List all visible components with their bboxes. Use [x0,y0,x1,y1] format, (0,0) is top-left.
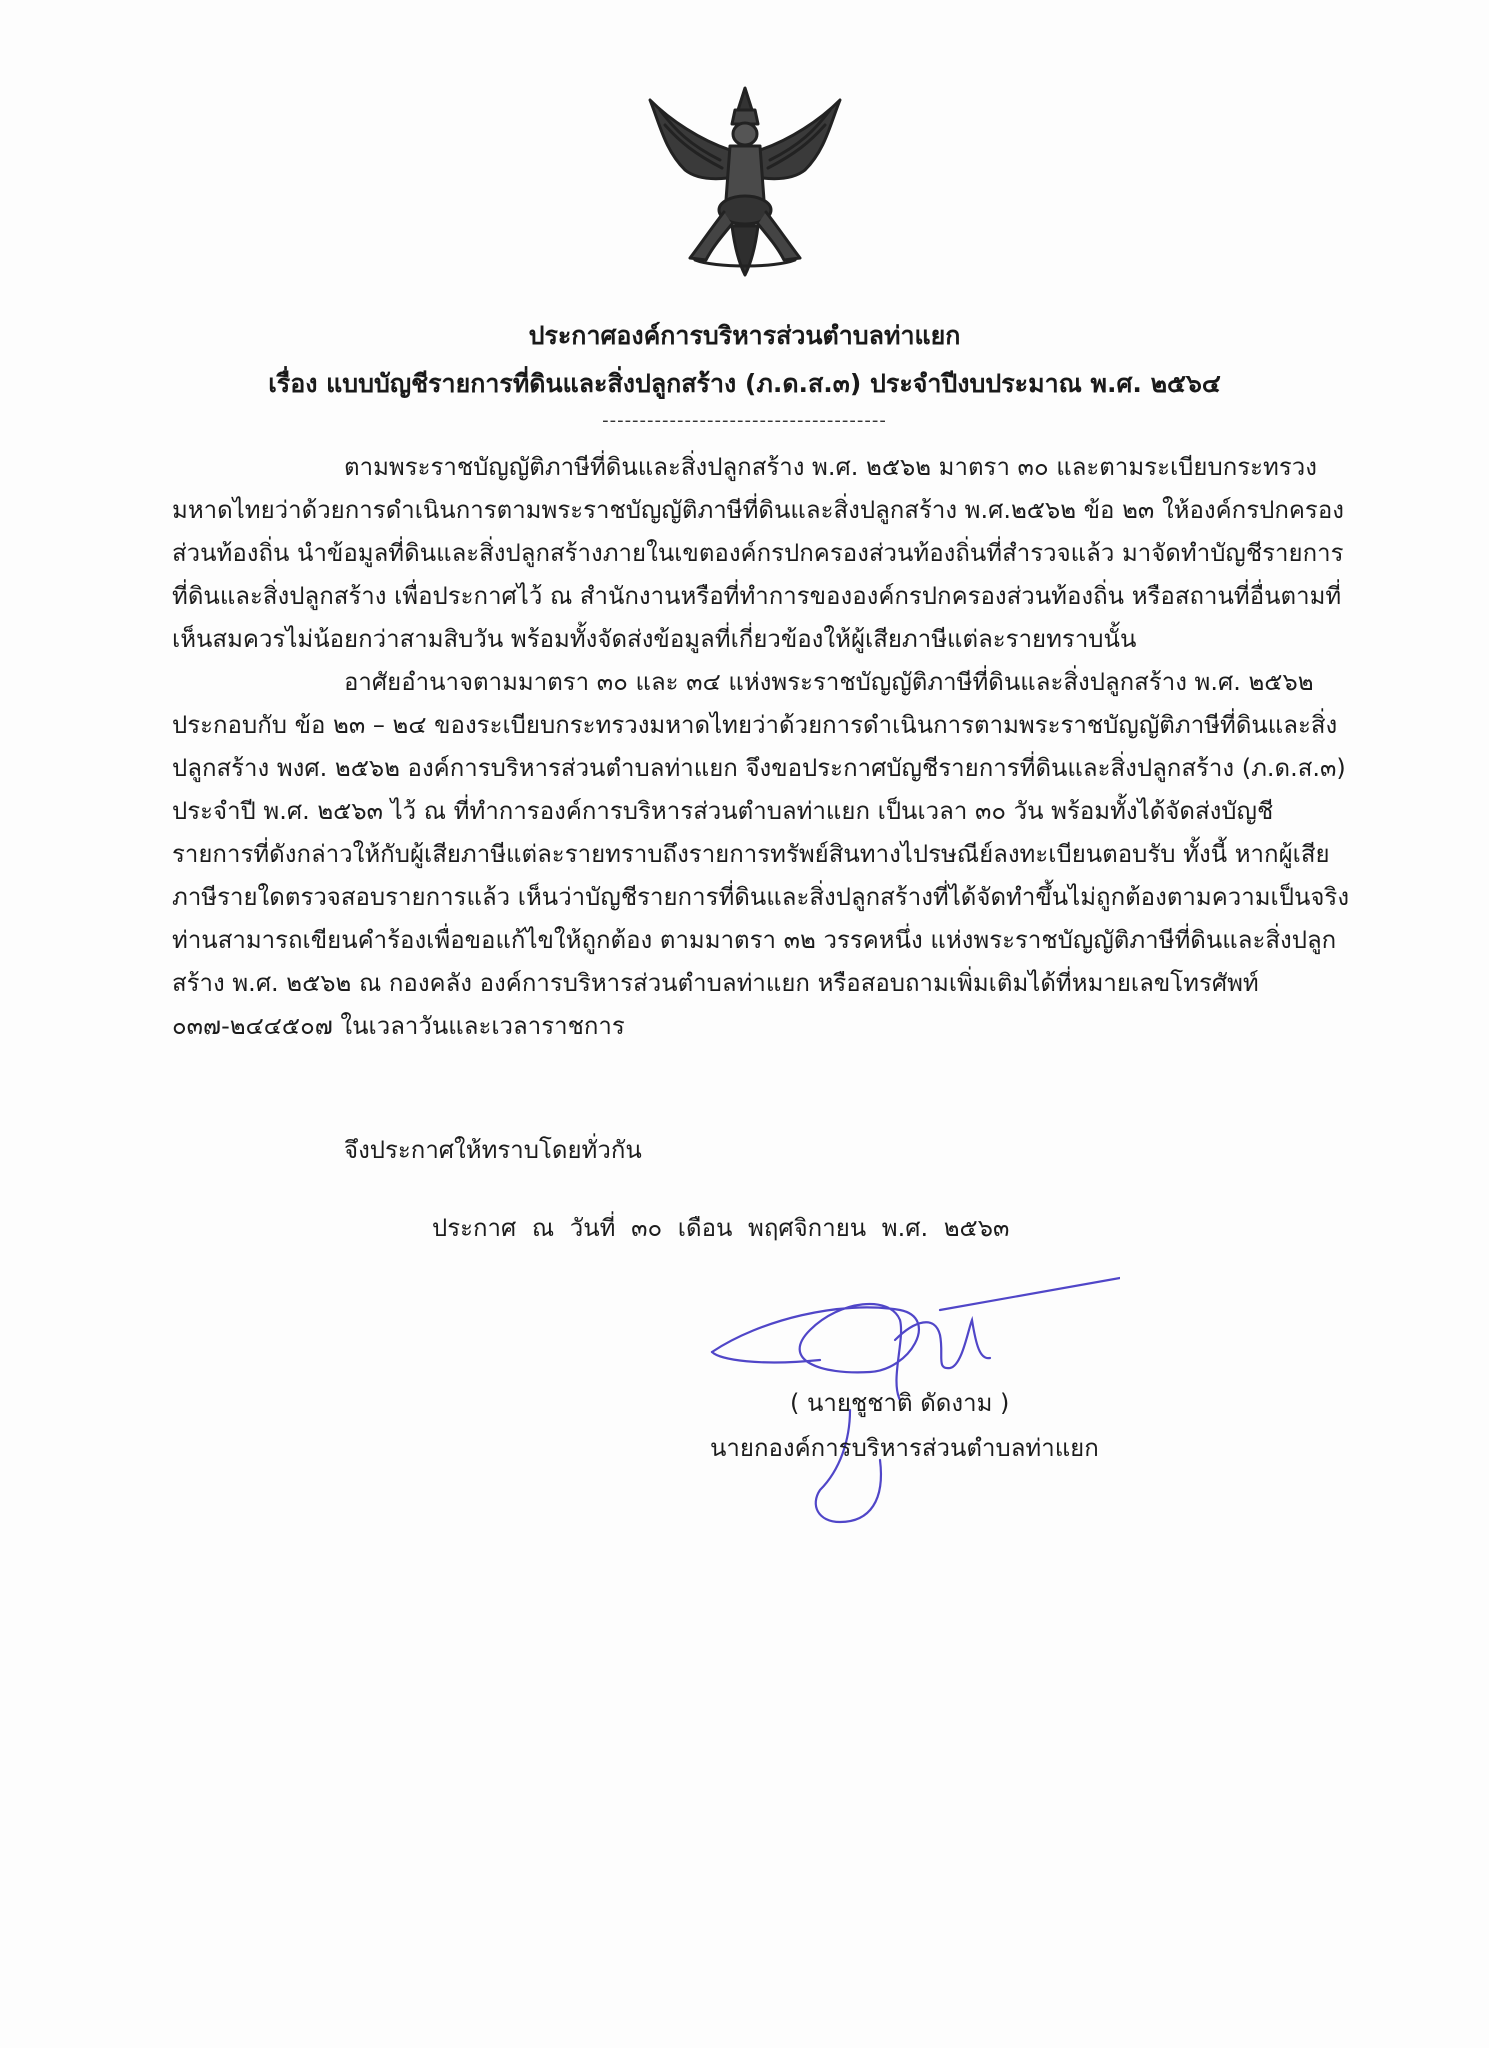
body-paragraph-1: ตามพระราชบัญญัติภาษีที่ดินและสิ่งปลูกสร้าง พ.ศ. ๒๕๖๒ มาตรา ๓๐ และตามระเบียบกระทรวงมหาดไทยว่าด้วยการดำเนินการตามพระราชบัญญัติภาษีที่ดินและสิ่งปลูกสร้าง พ.ศ.๒๕๖๒ ข้อ ๒๓ ให้องค์กรปกครองส่วนท้องถิ่น นำข้อมูลที่ดินและสิ่งปลูกสร้างภายในเขตองค์กรปกครองส่วนท้องถิ่นที่สำรวจแล้ว มาจัดทำบัญชีรายการที่ดินและสิ่งปลูกสร้าง เพื่อประกาศไว้ ณ สำนักงานหรือที่ทำการขององค์กรปกครองส่วนท้องถิ่น หรือสถานที่อื่นตามที่เห็นสมควรไม่น้อยกว่าสามสิบวัน พร้อมทั้งจัดส่งข้อมูลที่เกี่ยวข้องให้ผู้เสียภาษีแต่ละรายทราบนั้น [172,453,1344,653]
closing-statement: จึงประกาศให้ทราบโดยทั่วกัน [344,1136,642,1164]
garuda-emblem-icon [640,80,850,280]
signer-position: นายกองค์การบริหารส่วนตำบลท่าแยก [710,1434,1099,1462]
announcement-date: ประกาศ ณ วันที่ ๓๐ เดือน พฤศจิกายน พ.ศ. ๒๕๖๓ [432,1214,1010,1242]
announcement-body [172,446,1350,1048]
announcement-title: ประกาศองค์การบริหารส่วนตำบลท่าแยก [528,321,961,350]
signer-name: ( นายชูชาติ ดัดงาม ) [790,1389,1010,1417]
announcement-subject: เรื่อง แบบบัญชีรายการที่ดินและสิ่งปลูกสร้าง (ภ.ด.ส.๓) ประจำปีงบประมาณ พ.ศ. ๒๕๖๔ [268,369,1221,398]
title-divider: -------------------------------------- [602,410,887,431]
body-paragraph-2: อาศัยอำนาจตามมาตรา ๓๐ และ ๓๔ แห่งพระราชบัญญัติภาษีที่ดินและสิ่งปลูกสร้าง พ.ศ. ๒๕๖๒ ประกอบกับ ข้อ ๒๓ – ๒๔ ของระเบียบกระทรวงมหาดไทยว่าด้วยการดำเนินการตามพระราชบัญญัติภาษีที่ดินและสิ่งปลูกสร้าง พงศ. ๒๕๖๒ องค์การบริหารส่วนตำบลท่าแยก จึงขอประกาศบัญชีรายการที่ดินและสิ่งปลูกสร้าง (ภ.ด.ส.๓) ประจำปี พ.ศ. ๒๕๖๓ ไว้ ณ ที่ทำการองค์การบริหารส่วนตำบลท่าแยก เป็นเวลา ๓๐ วัน พร้อมทั้งได้จัดส่งบัญชีรายการที่ดังกล่าวให้กับผู้เสียภาษีแต่ละรายทราบถึงรายการทรัพย์สินทางไปรษณีย์ลงทะเบียนตอบรับ ทั้งนี้ หากผู้เสียภาษีรายใดตรวจสอบรายการแล้ว เห็นว่าบัญชีรายการที่ดินและสิ่งปลูกสร้างที่ได้จัดทำขึ้นไม่ถูกต้องตามความเป็นจริง ท่านสามารถเขียนคำร้องเพื่อขอแก้ไขให้ถูกต้อง ตามมาตรา ๓๒ วรรคหนึ่ง แห่งพระราชบัญญัติภาษีที่ดินและสิ่งปลูกสร้าง พ.ศ. ๒๕๖๒ ณ กองคลัง องค์การบริหารส่วนตำบลท่าแยก หรือสอบถามเพิ่มเติมได้ที่หมายเลขโทรศัพท์ ๐๓๗-๒๔๔๕๐๗ ในเวลาวันและเวลาราชการ [172,668,1350,1040]
